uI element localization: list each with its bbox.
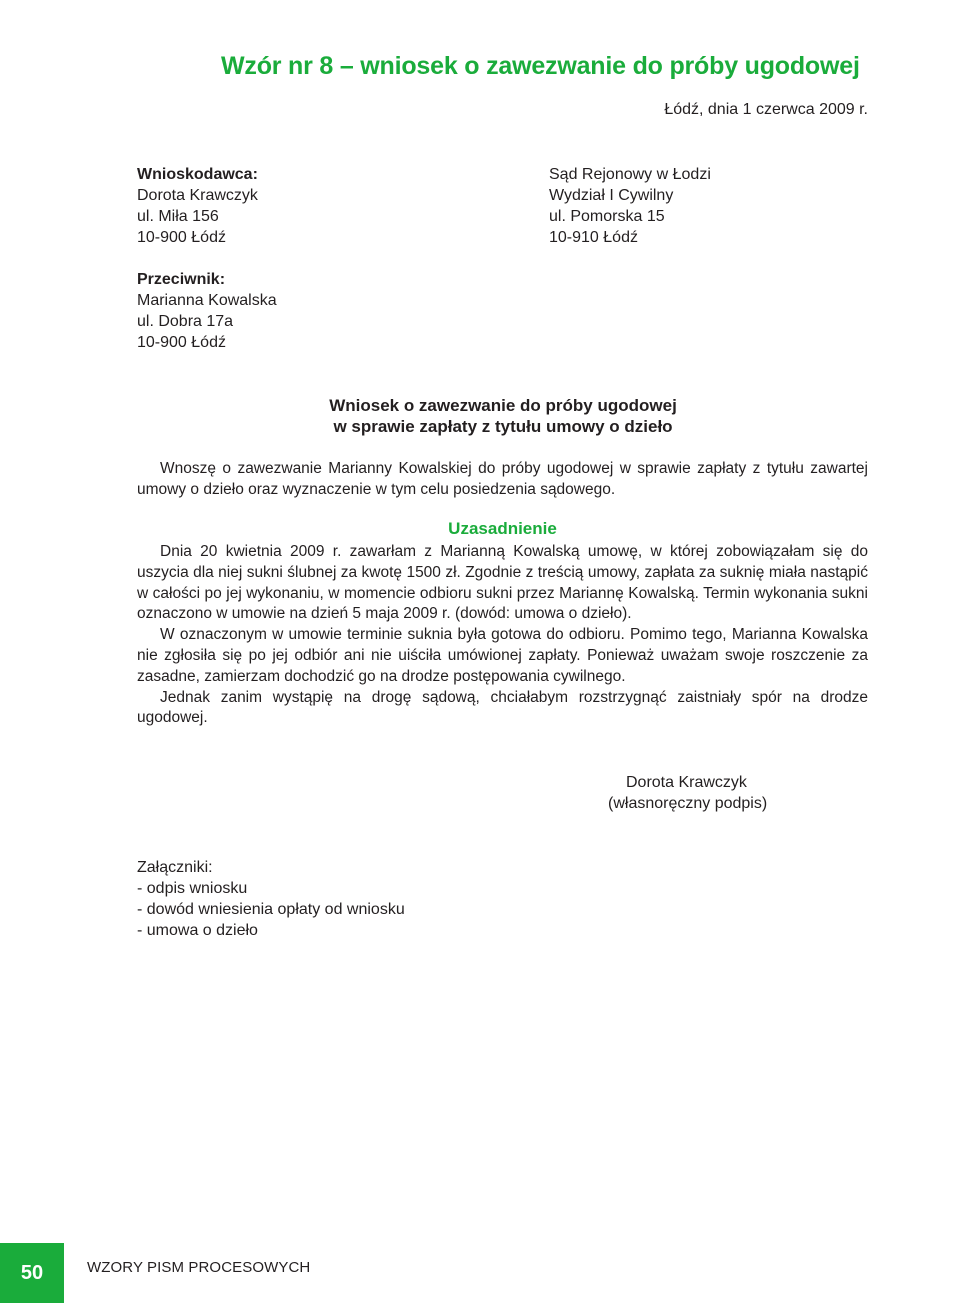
signature-note: (własnoręczny podpis) xyxy=(608,795,768,812)
request-paragraph: Wnoszę o zawezwanie Marianny Kowalskiej do próby ugodowej w sprawie zapłaty z tytułu zawartej umowy o dzieło oraz wyznaczenie w tym celu posiedzenia sądowego. xyxy=(137,460,868,498)
justification-paragraph: Dnia 20 kwietnia 2009 r. zawarłam z Marianną Kowalską umowę, w której zobowiązałam się do uszycia dla niej sukni ślubnej za kwotę 1500 zł. Zgodnie z treścią umowy, zapłata za suknię miała nastąpić w całości po jej wykonaniu, w momencie odbioru sukni przez Mariannę Kowalską. Termin wykonania sukni oznaczono w umowie na dzień 5 maja 2009 r. (dowód: umowa o dzieło). xyxy=(137,543,868,623)
subject-line-1: Wniosek o zawezwanie do próby ugodowej xyxy=(329,396,677,415)
applicant-city: 10-900 Łódź xyxy=(137,229,226,246)
document-title: Wzór nr 8 – wniosek o zawezwanie do próby ugodowej xyxy=(221,52,860,80)
applicant-name: Dorota Krawczyk xyxy=(137,187,258,204)
applicant-label: Wnioskodawca: xyxy=(137,166,258,183)
opponent-label: Przeciwnik: xyxy=(137,271,226,288)
opponent-name: Marianna Kowalska xyxy=(137,292,277,309)
court-department: Wydział I Cywilny xyxy=(549,187,674,204)
justification-section xyxy=(137,542,868,729)
justification-paragraph: W oznaczonym w umowie terminie suknia była gotowa do odbioru. Pomimo tego, Marianna Kowalska nie zgłosiła się po jej odbiór ani nie uiściła umówionej zapłaty. Ponieważ uważam swoje roszczenie za zasadne, zamierzam dochodzić go na drodze postępowania cywilnego. xyxy=(137,626,868,685)
attachment-item: - odpis wniosku xyxy=(137,880,248,897)
attachment-item: - dowód wniesienia opłaty od wniosku xyxy=(137,901,405,918)
signature-name: Dorota Krawczyk xyxy=(626,774,747,791)
page-number-box xyxy=(0,1243,64,1303)
footer-section-label: WZORY PISM PROCESOWYCH xyxy=(87,1259,311,1276)
justification-paragraph: Jednak zanim wystąpię na drogę sądową, chciałabym rozstrzygnąć zaistniały spór na drodze ugodowej. xyxy=(137,688,868,727)
document-date: Łódź, dnia 1 czerwca 2009 r. xyxy=(664,101,868,118)
court-city: 10-910 Łódź xyxy=(549,229,638,246)
justification-heading: Uzasadnienie xyxy=(448,519,557,538)
court-block xyxy=(549,164,711,248)
applicant-block xyxy=(137,164,258,248)
page-number: 50 xyxy=(20,1261,44,1284)
opponent-city: 10-900 Łódź xyxy=(137,334,226,351)
applicant-street: ul. Miła 156 xyxy=(137,208,219,225)
subject-heading xyxy=(0,395,960,437)
attachments-label: Załączniki: xyxy=(137,859,213,876)
court-street: ul. Pomorska 15 xyxy=(549,208,665,225)
subject-line-2: w sprawie zapłaty z tytułu umowy o dzieło xyxy=(333,417,673,436)
attachments-list xyxy=(137,878,405,941)
opponent-block xyxy=(137,269,277,353)
attachment-item: - umowa o dzieło xyxy=(137,922,258,939)
court-name: Sąd Rejonowy w Łodzi xyxy=(549,166,711,183)
opponent-street: ul. Dobra 17a xyxy=(137,313,234,330)
signature-block xyxy=(608,772,767,814)
request-section xyxy=(137,459,868,501)
attachments-block xyxy=(137,857,405,941)
